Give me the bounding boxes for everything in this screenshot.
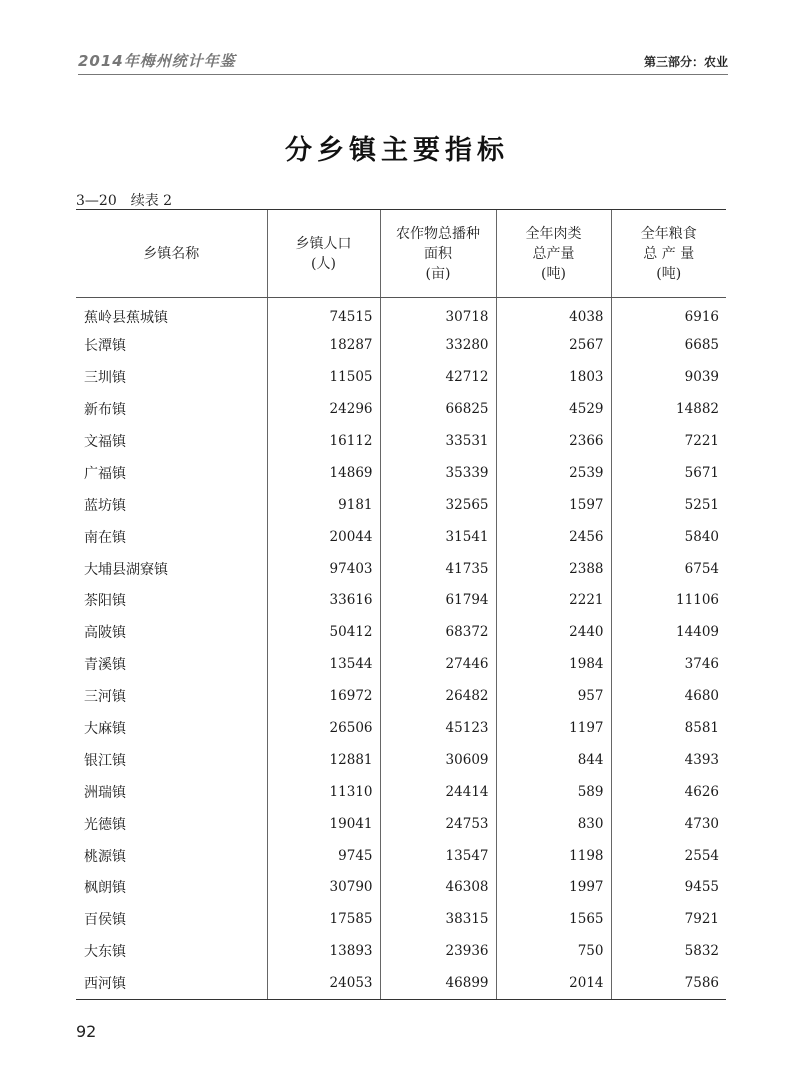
- value-cell: 2014: [496, 967, 611, 999]
- value-cell: 66825: [380, 393, 496, 425]
- table-row: [76, 393, 726, 425]
- page-title: 分乡镇主要指标: [285, 135, 509, 166]
- table-row: [76, 808, 726, 840]
- table-row: [76, 744, 726, 776]
- running-head: [78, 48, 728, 75]
- value-cell: 24053: [267, 967, 380, 999]
- value-cell: 5251: [611, 489, 726, 521]
- value-cell: 14869: [267, 457, 380, 489]
- township-name-cell: 西河镇: [76, 967, 267, 999]
- value-cell: 20044: [267, 521, 380, 553]
- yearbook-title: 2014年梅州统计年鉴: [78, 52, 236, 70]
- value-cell: 1984: [496, 648, 611, 680]
- value-cell: 844: [496, 744, 611, 776]
- column-header-line: 全年肉类: [525, 225, 582, 242]
- value-cell: 5832: [611, 935, 726, 967]
- value-cell: 7586: [611, 967, 726, 999]
- column-header: [496, 210, 611, 298]
- value-cell: 97403: [267, 553, 380, 585]
- value-cell: 23936: [380, 935, 496, 967]
- value-cell: 2567: [496, 329, 611, 361]
- value-cell: 4626: [611, 776, 726, 808]
- value-cell: 6916: [611, 298, 726, 330]
- value-cell: 6754: [611, 553, 726, 585]
- value-cell: 5840: [611, 521, 726, 553]
- township-name-cell: 洲瑞镇: [84, 784, 126, 801]
- column-header-line: (亩): [425, 265, 451, 282]
- value-cell: 32565: [380, 489, 496, 521]
- township-name-cell: 百侯镇: [84, 912, 126, 929]
- value-cell: 589: [496, 776, 611, 808]
- value-cell: 33531: [380, 425, 496, 457]
- value-cell: 9039: [611, 361, 726, 393]
- value-cell: 30609: [380, 744, 496, 776]
- page-number: 92: [76, 1022, 97, 1041]
- table-row: [76, 361, 726, 393]
- table-row: [76, 840, 726, 872]
- value-cell: 74515: [267, 298, 380, 330]
- table-row: [76, 298, 726, 330]
- table-row: [76, 967, 726, 999]
- value-cell: 1197: [496, 712, 611, 744]
- value-cell: 30718: [380, 298, 496, 330]
- column-header: [267, 210, 380, 298]
- table-row: [76, 935, 726, 967]
- table-id: 3—20 续表 2: [76, 193, 173, 209]
- table-row: [76, 521, 726, 553]
- value-cell: 14882: [611, 393, 726, 425]
- value-cell: 24753: [380, 808, 496, 840]
- value-cell: 17585: [267, 903, 380, 935]
- table-row: [76, 903, 726, 935]
- table-row: [76, 425, 726, 457]
- table-row: [76, 457, 726, 489]
- value-cell: 2539: [496, 457, 611, 489]
- value-cell: 1997: [496, 872, 611, 904]
- table-row: [76, 585, 726, 617]
- value-cell: 1597: [496, 489, 611, 521]
- value-cell: 8581: [611, 712, 726, 744]
- value-cell: 9455: [611, 872, 726, 904]
- value-cell: 45123: [380, 712, 496, 744]
- value-cell: 2440: [496, 616, 611, 648]
- township-name-cell: 文福镇: [84, 434, 126, 450]
- value-cell: 1803: [496, 361, 611, 393]
- township-name-cell: 三河镇: [84, 689, 126, 706]
- table-row: [76, 872, 726, 904]
- value-cell: 9181: [267, 489, 380, 521]
- value-cell: 41735: [380, 553, 496, 585]
- value-cell: 830: [496, 808, 611, 840]
- township-name-cell: 桃源镇: [84, 848, 126, 865]
- column-header-line: (人): [311, 255, 336, 272]
- value-cell: 18287: [267, 329, 380, 361]
- table-row: [76, 680, 726, 712]
- township-name-cell: 三圳镇: [84, 370, 126, 387]
- value-cell: 68372: [380, 616, 496, 648]
- value-cell: 6685: [611, 329, 726, 361]
- value-cell: 11106: [611, 585, 726, 617]
- column-header-line: 农作物总播种: [396, 225, 480, 242]
- value-cell: 24296: [267, 393, 380, 425]
- township-name-cell: 枫朗镇: [84, 880, 126, 897]
- value-cell: 13544: [267, 648, 380, 680]
- column-header-line: 面积: [424, 245, 452, 262]
- column-header-line: 总 产 量: [643, 245, 695, 262]
- table-row: [76, 489, 726, 521]
- value-cell: 38315: [380, 903, 496, 935]
- value-cell: 24414: [380, 776, 496, 808]
- value-cell: 2366: [496, 425, 611, 457]
- value-cell: 11310: [267, 776, 380, 808]
- value-cell: 1565: [496, 903, 611, 935]
- value-cell: 14409: [611, 616, 726, 648]
- township-name-cell: 蕉岭县蕉城镇: [84, 309, 168, 326]
- column-header-line: (吨): [656, 265, 682, 282]
- table-header-row: [76, 210, 726, 298]
- value-cell: 50412: [267, 616, 380, 648]
- value-cell: 4680: [611, 680, 726, 712]
- value-cell: 2456: [496, 521, 611, 553]
- township-name-cell: 大麻镇: [84, 721, 126, 738]
- township-name-cell: 茶阳镇: [84, 593, 126, 610]
- value-cell: 27446: [380, 648, 496, 680]
- value-cell: 16972: [267, 680, 380, 712]
- value-cell: 2388: [496, 553, 611, 585]
- table-row: [76, 329, 726, 361]
- value-cell: 4730: [611, 808, 726, 840]
- value-cell: 61794: [380, 585, 496, 617]
- value-cell: 13547: [380, 840, 496, 872]
- value-cell: 4393: [611, 744, 726, 776]
- value-cell: 2221: [496, 585, 611, 617]
- value-cell: 957: [496, 680, 611, 712]
- township-name-cell: 新布镇: [84, 402, 126, 419]
- value-cell: 35339: [380, 457, 496, 489]
- township-name-cell: 大埔县湖寮镇: [84, 561, 168, 578]
- value-cell: 46308: [380, 872, 496, 904]
- column-header-line: 全年粮食: [640, 225, 697, 242]
- table-row: [76, 776, 726, 808]
- section-label: 第三部分：农业: [643, 55, 728, 69]
- value-cell: 26506: [267, 712, 380, 744]
- column-header-line: 乡镇人口: [295, 235, 352, 252]
- value-cell: 4529: [496, 393, 611, 425]
- value-cell: 1198: [496, 840, 611, 872]
- value-cell: 750: [496, 935, 611, 967]
- township-name-cell: 长潭镇: [84, 338, 126, 355]
- column-header-line: 乡镇名称: [143, 245, 200, 262]
- table-row: [76, 553, 726, 585]
- column-header: [611, 210, 726, 298]
- value-cell: 31541: [380, 521, 496, 553]
- value-cell: 7221: [611, 425, 726, 457]
- value-cell: 4038: [496, 298, 611, 330]
- value-cell: 46899: [380, 967, 496, 999]
- value-cell: 3746: [611, 648, 726, 680]
- township-name-cell: 高陂镇: [84, 625, 126, 642]
- table-body: [76, 298, 726, 1000]
- value-cell: 5671: [611, 457, 726, 489]
- value-cell: 9745: [267, 840, 380, 872]
- value-cell: 2554: [611, 840, 726, 872]
- table-row: [76, 648, 726, 680]
- township-name-cell: 银江镇: [84, 752, 126, 769]
- table-row: [76, 712, 726, 744]
- statistics-table: [76, 209, 726, 1000]
- township-name-cell: 光德镇: [84, 816, 126, 833]
- value-cell: 30790: [267, 872, 380, 904]
- value-cell: 19041: [267, 808, 380, 840]
- column-header-line: (吨): [541, 265, 566, 282]
- value-cell: 26482: [380, 680, 496, 712]
- value-cell: 33616: [267, 585, 380, 617]
- value-cell: 13893: [267, 935, 380, 967]
- value-cell: 7921: [611, 903, 726, 935]
- column-header: [76, 210, 267, 298]
- column-header-line: 总产量: [532, 245, 575, 262]
- value-cell: 12881: [267, 744, 380, 776]
- value-cell: 16112: [267, 425, 380, 457]
- column-header: [380, 210, 496, 298]
- table-row: [76, 616, 726, 648]
- township-name-cell: 大东镇: [84, 944, 126, 961]
- value-cell: 11505: [267, 361, 380, 393]
- township-name-cell: 蓝坊镇: [84, 497, 126, 514]
- value-cell: 33280: [380, 329, 496, 361]
- township-name-cell: 广福镇: [84, 465, 126, 482]
- township-name-cell: 青溪镇: [84, 657, 126, 674]
- value-cell: 42712: [380, 361, 496, 393]
- township-name-cell: 南在镇: [84, 529, 126, 546]
